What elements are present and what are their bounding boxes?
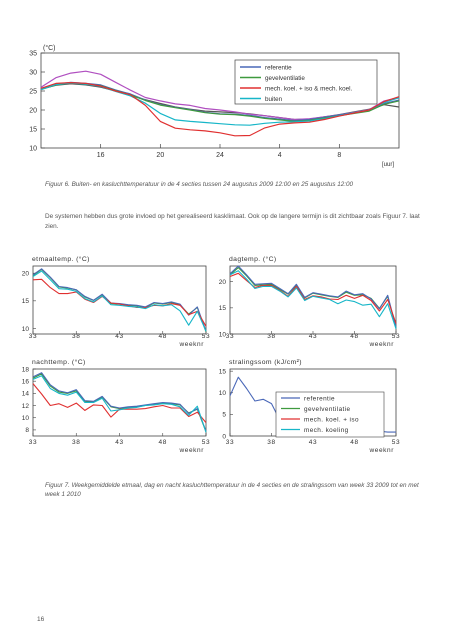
x-tick-label: 48 — [158, 333, 167, 340]
legend-label: mech. koeling — [304, 426, 349, 434]
x-tick-label: 24 — [216, 152, 224, 159]
x-tick-label: 48 — [350, 439, 359, 446]
legend-label: gevelventilatie — [265, 75, 305, 82]
x-axis-label: weeknr — [369, 341, 394, 348]
panel-title: etmaaltemp. (°C) — [32, 256, 90, 263]
y-tick-label: 20 — [21, 270, 29, 278]
x-tick-label: 20 — [156, 152, 165, 159]
y-axis-label: (°C) — [43, 45, 56, 52]
x-tick-label: 38 — [72, 333, 81, 340]
panel-title: stralingssom (kJ/cm²) — [229, 359, 302, 366]
x-tick-label: 48 — [158, 439, 167, 446]
x-tick-label: 38 — [267, 439, 276, 446]
series-line — [33, 373, 206, 431]
figure-7-charts — [0, 240, 453, 470]
x-tick-label: 33 — [225, 333, 235, 340]
legend-label: gevelventilatie — [304, 405, 351, 413]
x-axis-label: weeknr — [369, 447, 394, 454]
y-tick-label: 35 — [29, 50, 37, 58]
y-tick-label: 16 — [21, 378, 29, 386]
x-tick-label: 16 — [96, 152, 105, 159]
y-tick-label: 20 — [218, 278, 226, 286]
x-tick-label: 53 — [201, 333, 211, 340]
y-tick-label: 25 — [29, 88, 37, 96]
x-tick-label: 38 — [267, 333, 276, 340]
x-tick-label: 33 — [28, 439, 38, 446]
y-tick-label: 15 — [21, 298, 29, 306]
panel-title: nachttemp. (°C) — [32, 359, 86, 366]
y-tick-label: 5 — [222, 411, 226, 419]
x-tick-label: 4 — [277, 152, 282, 159]
y-tick-label: 30 — [29, 69, 37, 77]
figure-6-chart — [0, 0, 453, 175]
y-tick-label: 15 — [29, 126, 37, 134]
y-tick-label: 8 — [25, 427, 29, 435]
x-tick-label: 53 — [391, 439, 401, 446]
y-tick-label: 15 — [218, 368, 226, 376]
x-axis-label: weeknr — [179, 341, 204, 348]
x-tick-label: 43 — [308, 439, 318, 446]
page-number: 16 — [37, 616, 45, 623]
x-tick-label: 43 — [115, 333, 124, 340]
series-line — [33, 269, 206, 332]
legend-label: buiten — [265, 96, 283, 103]
legend-label: referentie — [304, 395, 335, 403]
series-line — [33, 374, 206, 432]
series-line — [33, 269, 206, 331]
panel-frame — [33, 266, 206, 334]
x-tick-label: 53 — [391, 333, 401, 340]
y-tick-label: 10 — [218, 390, 226, 398]
x-tick-label: 53 — [201, 439, 211, 446]
x-tick-label: 48 — [350, 333, 359, 340]
figure-7-caption: Figuur 7. Weekgemiddelde etmaal, dag en nacht kasluchttemperatuur in de 4 secties en de stralingssom van week 33 2009 tot en met week 1 2010 — [45, 482, 419, 498]
y-tick-label: 18 — [21, 366, 29, 374]
x-tick-label: 33 — [28, 333, 38, 340]
y-tick-label: 10 — [218, 331, 226, 339]
legend-label: mech. koel. + iso & mech. koel. — [265, 85, 353, 93]
y-tick-label: 14 — [21, 390, 29, 398]
x-axis-label: weeknr — [179, 447, 204, 454]
y-tick-label: 10 — [29, 145, 37, 153]
series-line — [33, 271, 206, 331]
x-tick-label: 43 — [308, 333, 318, 340]
y-tick-label: 12 — [21, 402, 29, 410]
series-line — [33, 384, 206, 423]
x-tick-label: 33 — [225, 439, 235, 446]
panel-frame — [33, 369, 206, 436]
y-tick-label: 0 — [222, 433, 226, 441]
y-tick-label: 15 — [218, 305, 226, 313]
series-line — [230, 268, 396, 328]
x-tick-label: 8 — [337, 152, 342, 159]
y-tick-label: 10 — [21, 415, 29, 423]
legend-label: mech. koel. + iso — [304, 416, 359, 424]
x-tick-label: 43 — [115, 439, 124, 446]
legend-label: referentie — [265, 64, 292, 72]
x-axis-unit: [uur] — [382, 162, 395, 168]
x-tick-label: 38 — [72, 439, 81, 446]
figure-6-caption: Figuur 6. Buiten- en kasluchttemperatuur in de 4 secties tussen 24 augustus 2009 12:00 en 25 augustus 12:00 — [45, 181, 354, 188]
y-tick-label: 10 — [21, 325, 29, 333]
panel-title: dagtemp. (°C) — [229, 256, 277, 263]
body-paragraph: De systemen hebben dus grote invloed op het gerealiseerd kasklimaat. Ook op de langere termijn is dit zichtbaar zoals Figuur 7. laat zien. — [45, 213, 420, 230]
y-tick-label: 20 — [29, 107, 37, 115]
